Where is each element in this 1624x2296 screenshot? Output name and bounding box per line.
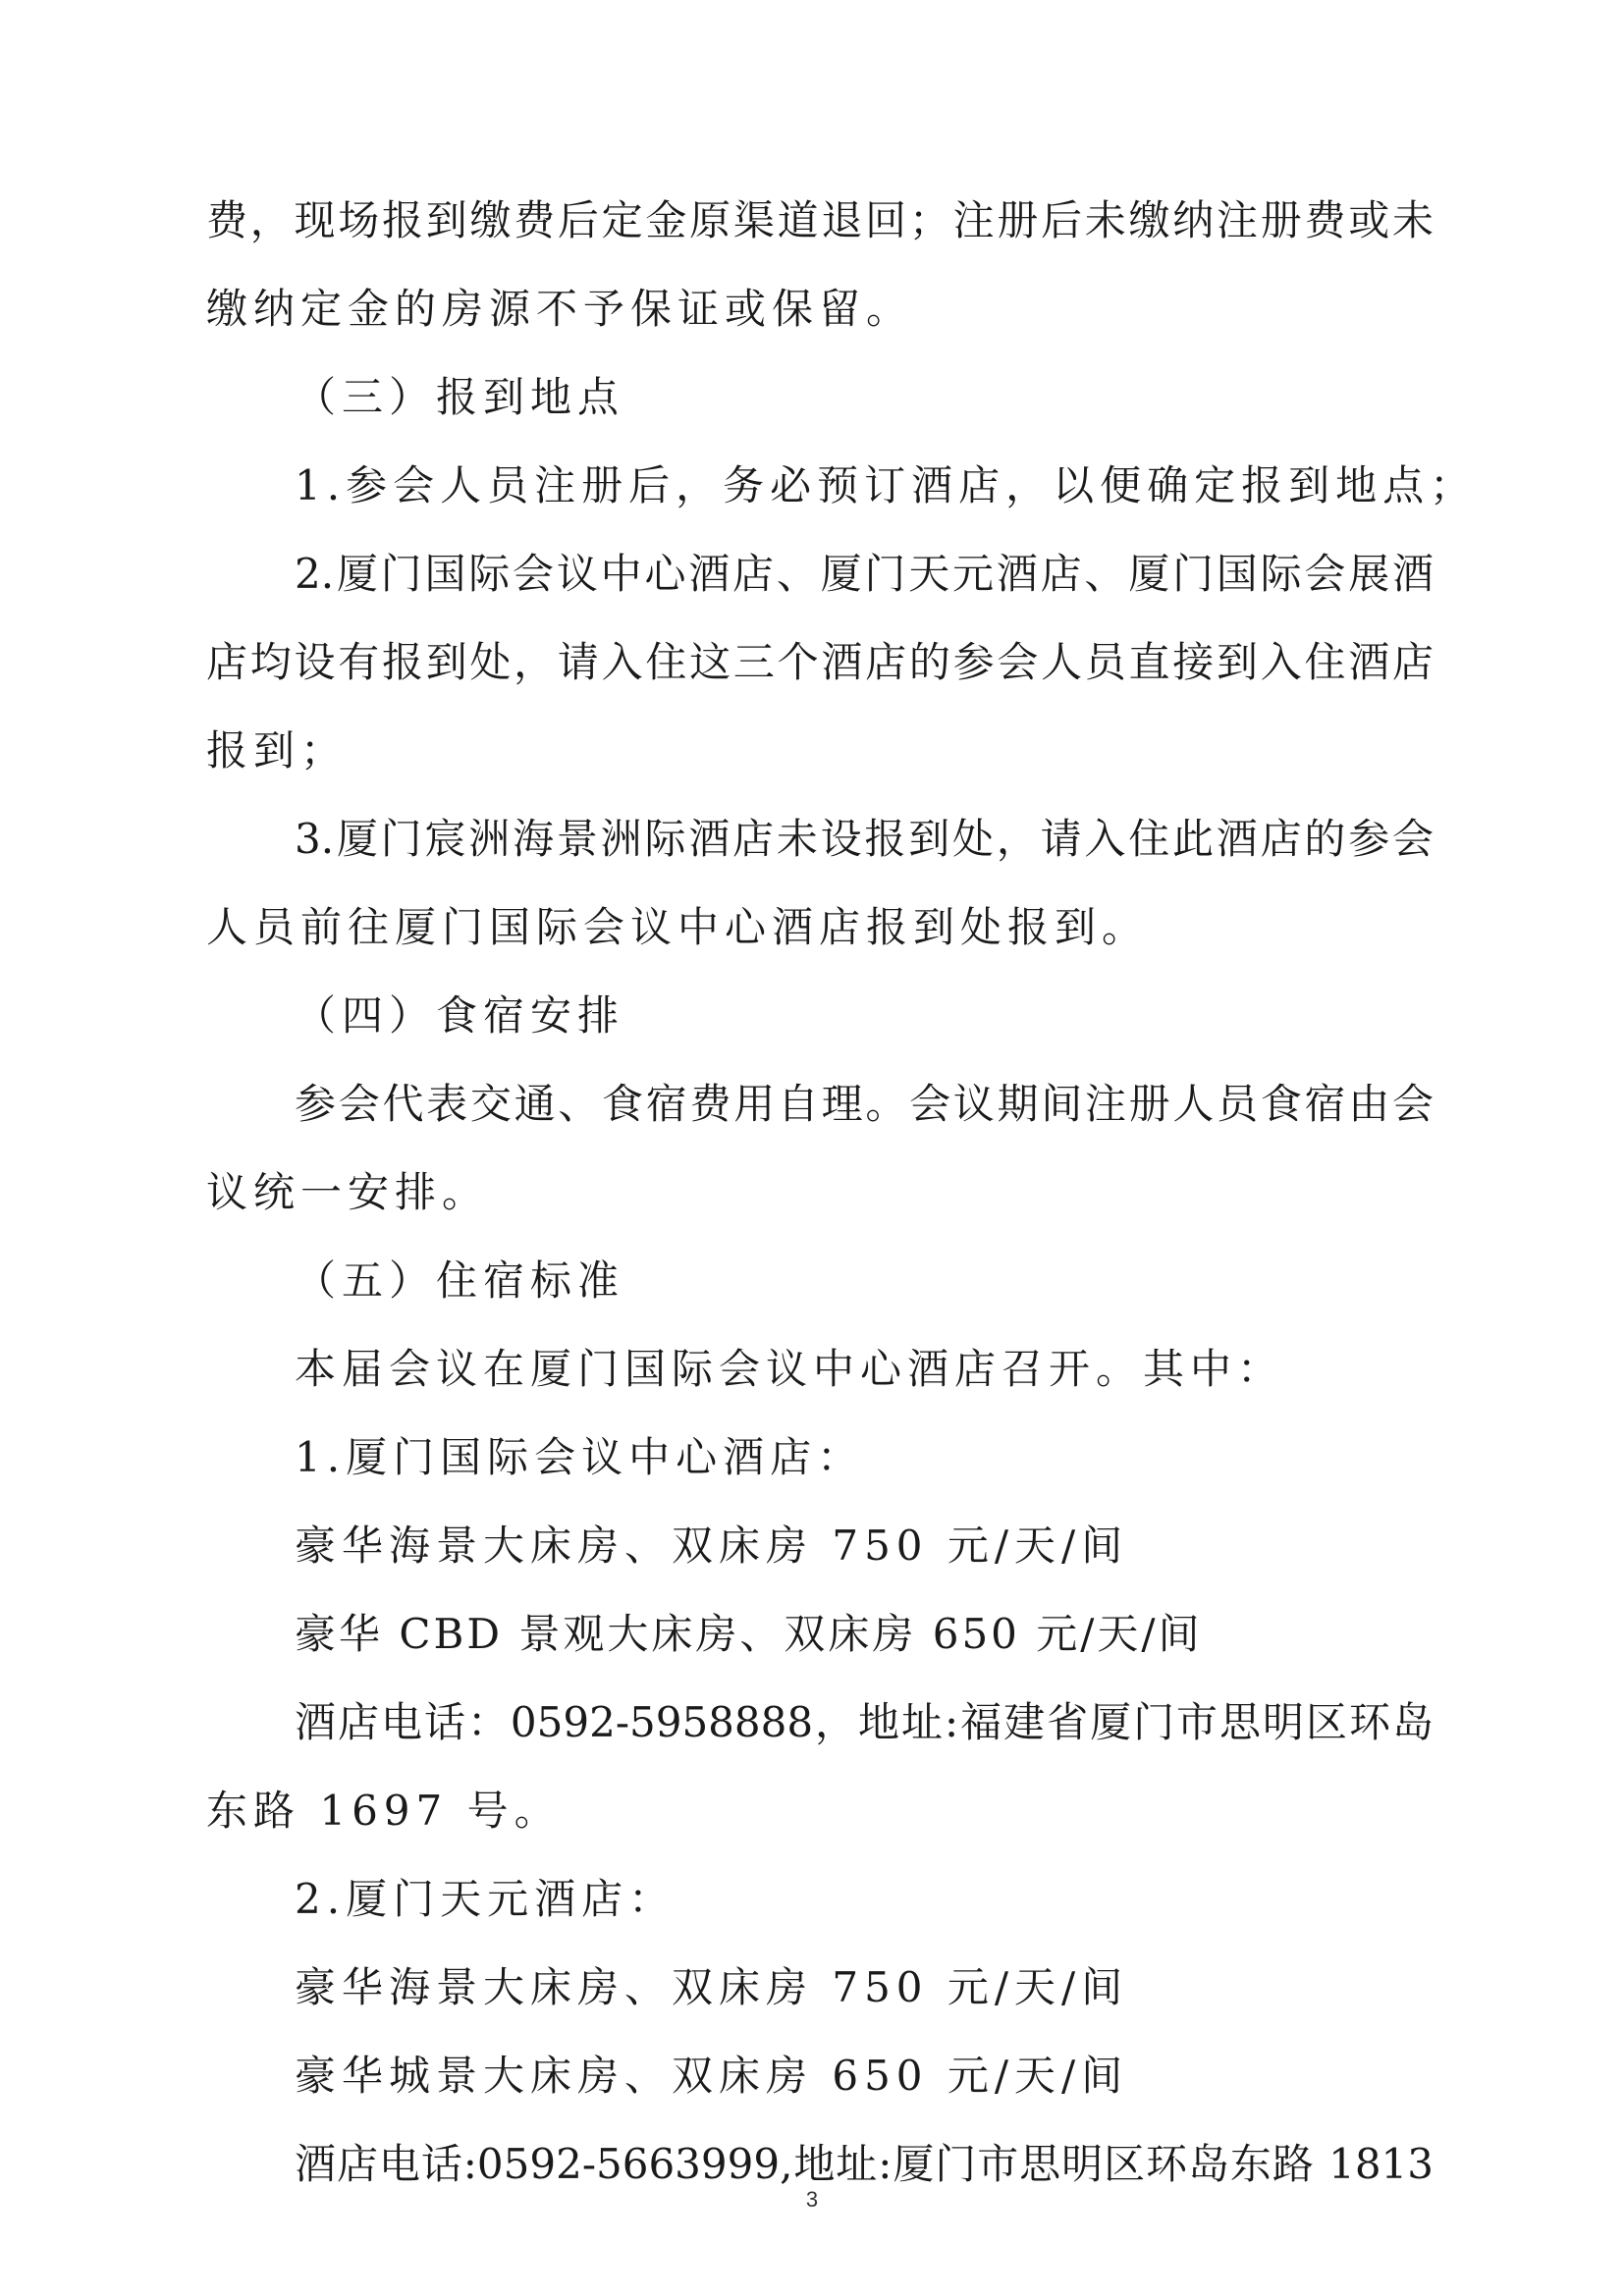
paragraph-line: 酒店电话:0592-5663999,地址:厦门市思明区环岛东路 1813 bbox=[295, 2140, 1434, 2188]
paragraph-line: 费，现场报到缴费后定金原渠道退回；注册后未缴纳注册费或未 bbox=[206, 196, 1434, 244]
paragraph-line: 豪华海景大床房、双床房 750 元/天/间 bbox=[295, 1522, 1129, 1570]
page-number: 3 bbox=[805, 2187, 819, 2212]
section-heading: （三）报到地点 bbox=[295, 373, 625, 421]
section-heading: （五）住宿标准 bbox=[295, 1256, 625, 1305]
paragraph-line: 豪华 CBD 景观大床房、双床房 650 元/天/间 bbox=[295, 1610, 1203, 1658]
paragraph-line: 2.厦门国际会议中心酒店、厦门天元酒店、厦门国际会展酒 bbox=[295, 550, 1434, 598]
paragraph-line: 店均设有报到处，请入住这三个酒店的参会人员直接到入住酒店 bbox=[206, 638, 1434, 686]
paragraph-line: 人员前往厦门国际会议中心酒店报到处报到。 bbox=[206, 903, 1150, 951]
paragraph-line: 1.参会人员注册后，务必预订酒店，以便确定报到地点； bbox=[295, 461, 1478, 509]
paragraph-line: 东路 1697 号。 bbox=[206, 1787, 562, 1835]
paragraph-line: 豪华海景大床房、双床房 750 元/天/间 bbox=[295, 1963, 1129, 2011]
section-heading: （四）食宿安排 bbox=[295, 991, 625, 1040]
paragraph-line: 参会代表交通、食宿费用自理。会议期间注册人员食宿由会 bbox=[295, 1080, 1434, 1128]
paragraph-line: 本届会议在厦门国际会议中心酒店召开。其中： bbox=[295, 1345, 1285, 1393]
paragraph-line: 报到； bbox=[206, 726, 349, 774]
paragraph-line: 酒店电话：0592-5958888，地址:福建省厦门市思明区环岛 bbox=[295, 1698, 1434, 1746]
paragraph-line: 议统一安排。 bbox=[206, 1168, 490, 1216]
paragraph-line: 2.厦门天元酒店： bbox=[295, 1875, 677, 1923]
paragraph-line: 3.厦门宸洲海景洲际酒店未设报到处，请入住此酒店的参会 bbox=[295, 815, 1434, 863]
paragraph-line: 1.厦门国际会议中心酒店： bbox=[295, 1433, 865, 1481]
paragraph-line: 缴纳定金的房源不予保证或保留。 bbox=[206, 285, 914, 333]
paragraph-line: 豪华城景大床房、双床房 650 元/天/间 bbox=[295, 2052, 1129, 2100]
